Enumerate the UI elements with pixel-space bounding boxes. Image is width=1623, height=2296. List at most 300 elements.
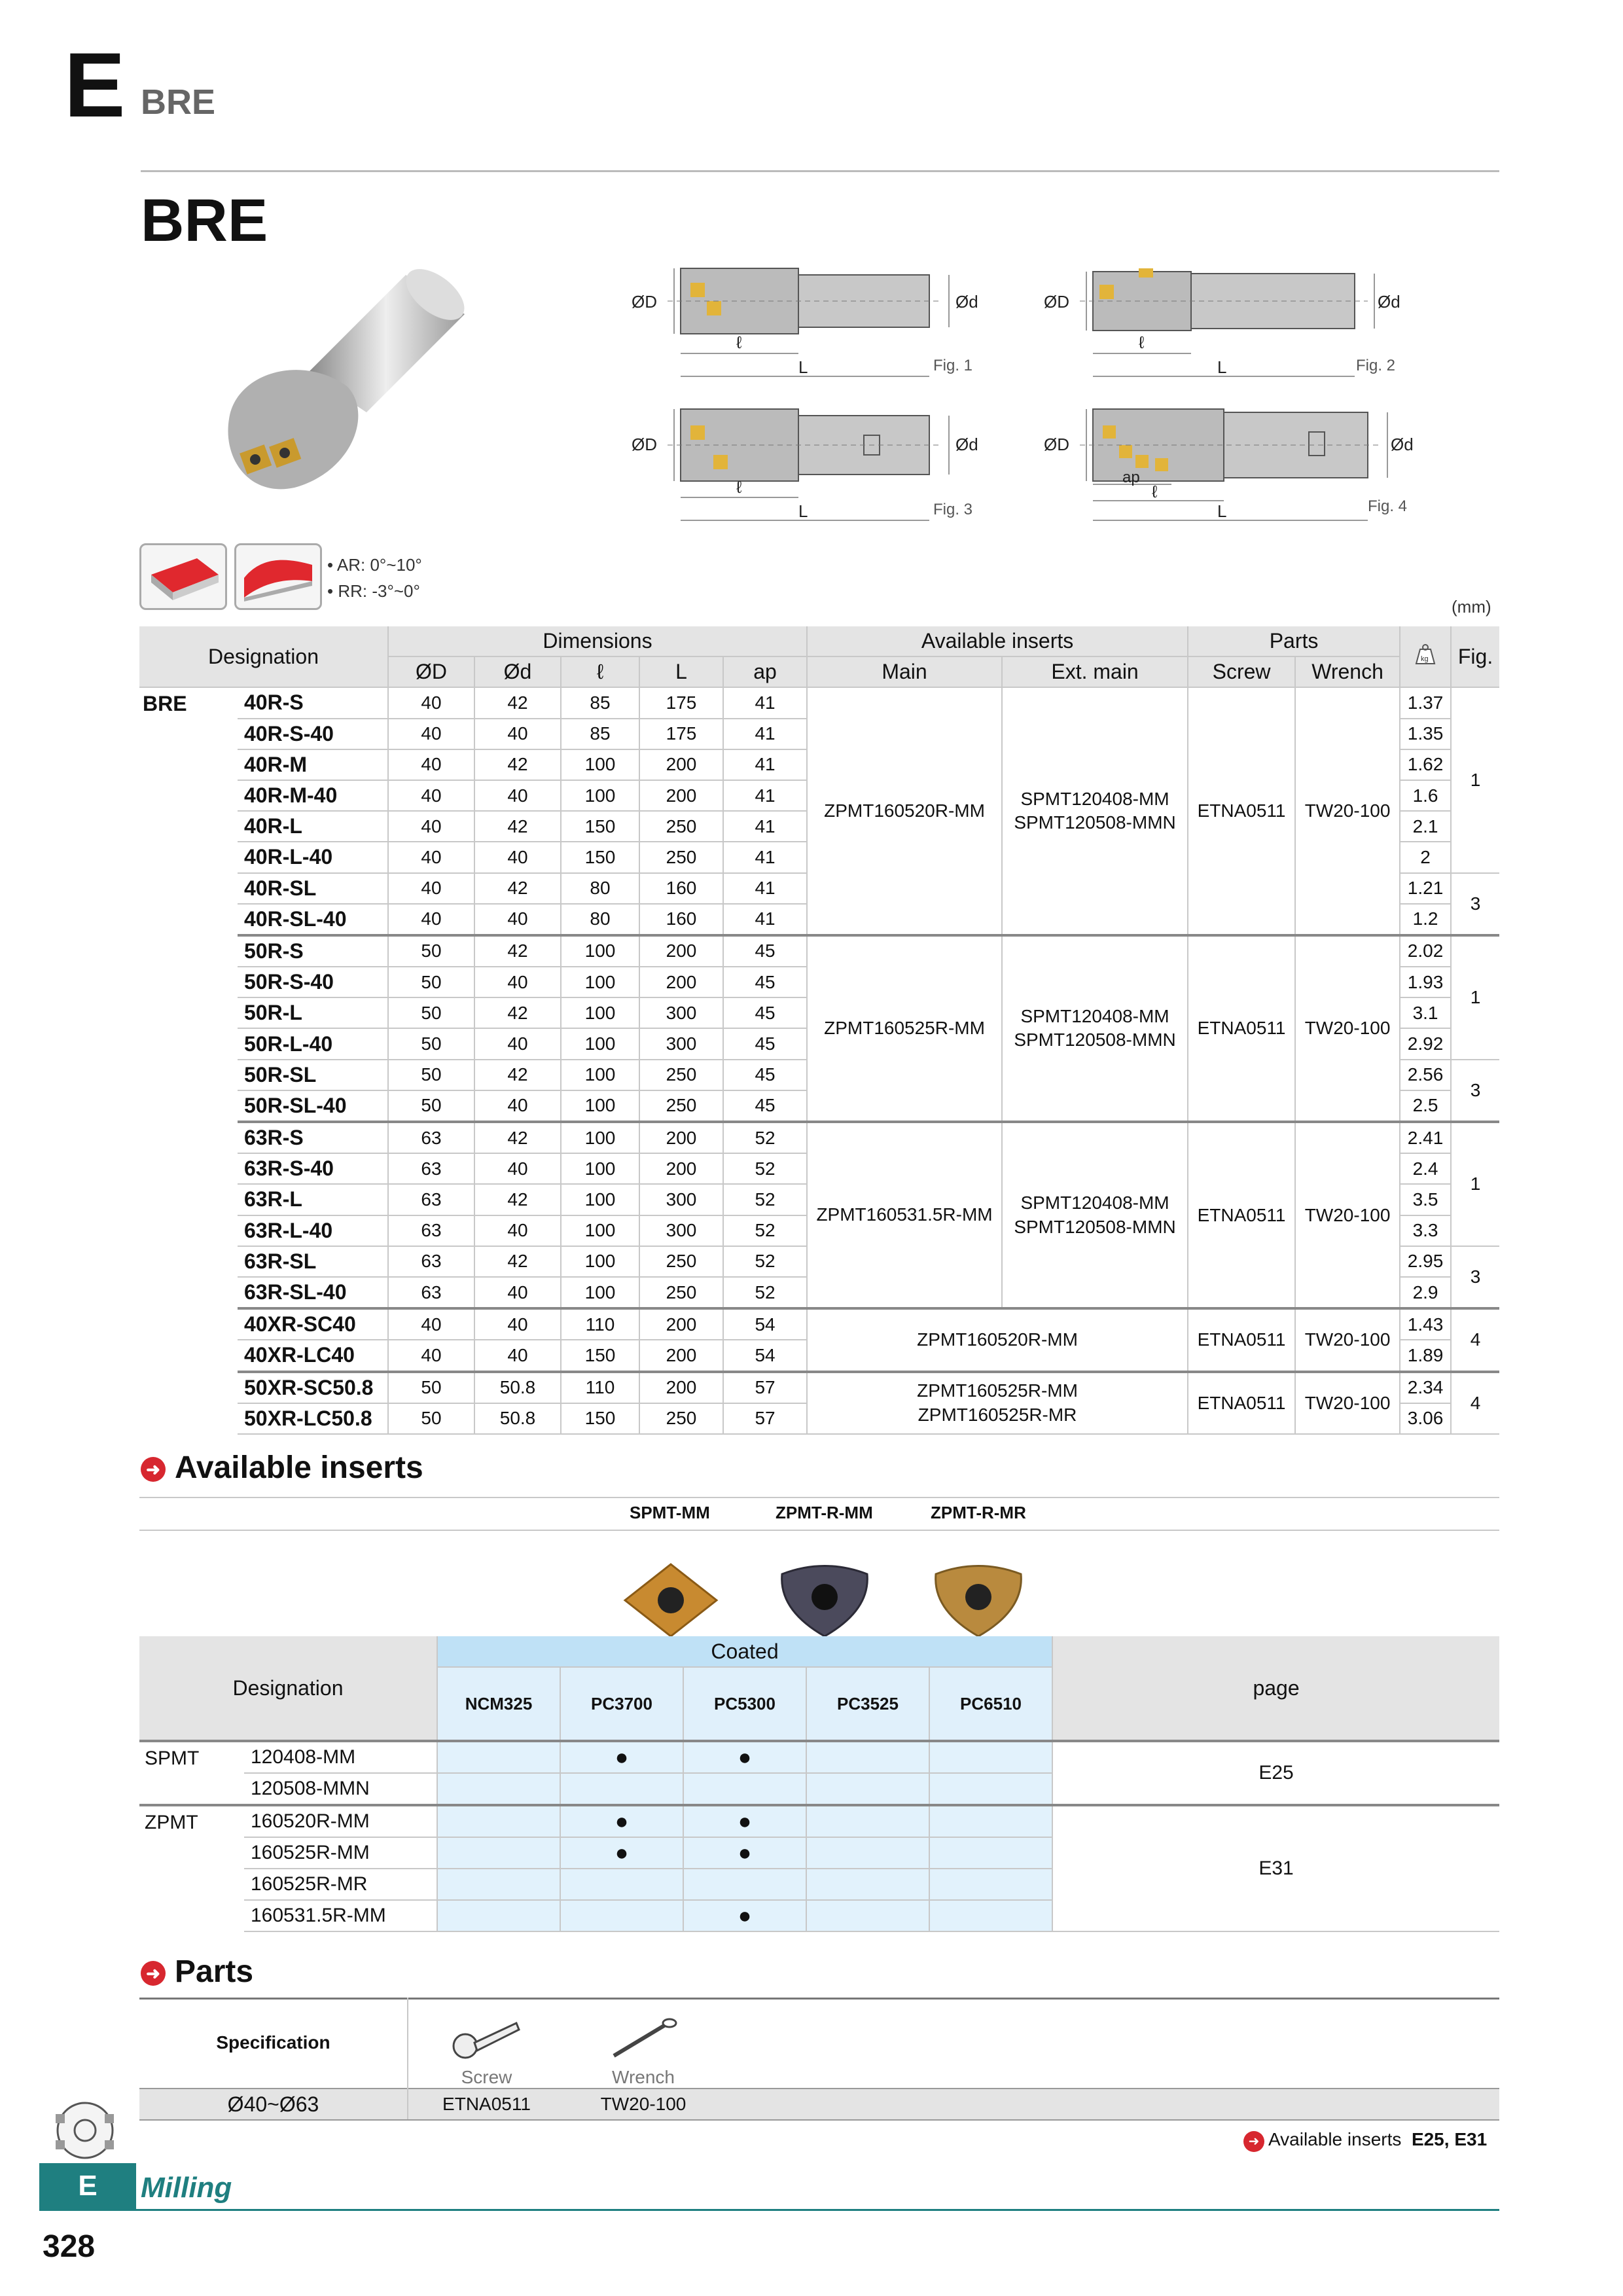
grade-availability-cell: ● [683, 1837, 806, 1869]
designation-cell: 63R-S [238, 1122, 388, 1153]
svg-text:kg: kg [1421, 655, 1429, 664]
weight-cell: 1.37 [1400, 687, 1451, 718]
svg-text:ØD: ØD [1044, 435, 1069, 454]
insert-row [139, 1805, 1499, 1837]
figure-2 [1041, 242, 1459, 393]
dimension-cell: 50 [388, 997, 474, 1028]
designation-cell: 40R-SL-40 [238, 904, 388, 935]
page-reference[interactable]: E25 [1052, 1741, 1499, 1805]
page-reference[interactable]: E31 [1052, 1805, 1499, 1931]
dimension-cell: 63 [388, 1122, 474, 1153]
dimension-cell: 54 [723, 1340, 807, 1371]
dimension-cell: 100 [561, 935, 639, 967]
grade-availability-cell [560, 1773, 683, 1805]
dimension-cell: 100 [561, 1246, 639, 1277]
ext-insert-cell [1002, 935, 1188, 1122]
weight-cell: 2 [1400, 842, 1451, 872]
weight-cell: 1.35 [1400, 719, 1451, 749]
designation-cell: 40R-S [238, 687, 388, 718]
weight-cell: 1.6 [1400, 780, 1451, 811]
designation-cell: 63R-L-40 [238, 1215, 388, 1246]
svg-text:L: L [1217, 357, 1227, 377]
ext-insert-1: SPMT120408-MM [1020, 1006, 1169, 1027]
dimension-cell: 42 [474, 1184, 561, 1215]
available-inserts-heading: ➜ Available inserts [141, 1450, 423, 1486]
grade-availability-cell [929, 1869, 1052, 1900]
fig-cell: 1 [1451, 1122, 1499, 1246]
svg-text:ap: ap [1122, 469, 1140, 486]
insert-shape-label: ZPMT-R-MR [931, 1503, 1026, 1522]
weight-cell: 3.3 [1400, 1215, 1451, 1246]
parts-screw: ETNA0511 [408, 2089, 565, 2120]
grade-availability-cell [560, 1869, 683, 1900]
designation-cell: 50XR-SC50.8 [238, 1372, 388, 1403]
col-screw: Screw [1188, 656, 1295, 687]
ext-insert-1: SPMT120408-MM [1020, 788, 1169, 809]
grade-availability-cell [437, 1773, 560, 1805]
dimension-cell: 40 [388, 719, 474, 749]
dimension-cell: 63 [388, 1277, 474, 1308]
dimension-cell: 52 [723, 1153, 807, 1184]
grade-availability-cell: ● [560, 1837, 683, 1869]
zpmt-mr-insert-image [926, 1558, 1031, 1643]
dimension-cell: 100 [561, 1215, 639, 1246]
wrench-cell: TW20-100 [1295, 1308, 1400, 1371]
reference-pages: E25, E31 [1411, 2129, 1488, 2149]
dimension-cell: 45 [723, 997, 807, 1028]
insert-designation: 120508-MMN [244, 1773, 437, 1805]
wrench-cell: TW20-100 [1295, 935, 1400, 1122]
grade-availability-cell [437, 1869, 560, 1900]
radial-rake-icon [234, 543, 322, 610]
insert-designation: 160531.5R-MM [244, 1900, 437, 1931]
dimension-cell: 200 [639, 1122, 723, 1153]
weight-cell: 2.92 [1400, 1028, 1451, 1059]
dimension-cell: 52 [723, 1277, 807, 1308]
axial-rake-icon [139, 543, 227, 610]
col-main: Main [807, 656, 1002, 687]
grade-availability-cell [806, 1869, 929, 1900]
fig-cell: 4 [1451, 1308, 1499, 1371]
dimension-cell: 45 [723, 1060, 807, 1090]
svg-text:ℓ: ℓ [1152, 482, 1158, 501]
grade-availability-cell [929, 1837, 1052, 1869]
dimension-cell: 250 [639, 1060, 723, 1090]
designation-cell: 63R-S-40 [238, 1153, 388, 1184]
designation-header: Designation [139, 1636, 437, 1741]
dimension-cell: 45 [723, 1028, 807, 1059]
designation-cell: 50R-S [238, 935, 388, 967]
dimension-cell: 200 [639, 1372, 723, 1403]
section-tab: E [39, 2163, 136, 2209]
screw-column [408, 1998, 565, 2089]
col-wrench: Wrench [1295, 656, 1400, 687]
grade-availability-cell [437, 1837, 560, 1869]
dimension-cell: 50.8 [474, 1372, 561, 1403]
designation-cell: 50R-L [238, 997, 388, 1028]
ext-insert-2: SPMT120508-MMN [1014, 812, 1176, 833]
svg-text:ℓ: ℓ [736, 477, 742, 497]
dimension-cell: 150 [561, 842, 639, 872]
grade-availability-cell: ● [683, 1900, 806, 1931]
divider [139, 1530, 1499, 1531]
weight-cell: 2.34 [1400, 1372, 1451, 1403]
weight-cell: 2.5 [1400, 1090, 1451, 1122]
dimension-cell: 40 [474, 1308, 561, 1340]
dimension-cell: 42 [474, 1122, 561, 1153]
svg-text:Ød: Ød [1391, 435, 1414, 454]
designation-cell: 40XR-SC40 [238, 1308, 388, 1340]
section-tab-line [39, 2209, 1499, 2211]
weight-cell: 2.02 [1400, 935, 1451, 967]
col-L: L [639, 656, 723, 687]
weight-cell: 3.06 [1400, 1403, 1451, 1434]
insert-designation: 160525R-MM [244, 1837, 437, 1869]
dimension-cell: 41 [723, 780, 807, 811]
dimension-cell: 80 [561, 904, 639, 935]
figure-4 [1041, 389, 1459, 540]
screw-cell: ETNA0511 [1188, 687, 1295, 935]
dimension-cell: 150 [561, 1340, 639, 1371]
dimension-cell: 300 [639, 997, 723, 1028]
figure-caption: Fig. 4 [1368, 497, 1408, 515]
wrench-icon [607, 2017, 679, 2062]
grade-availability-cell: ● [683, 1805, 806, 1837]
dimension-cell: 45 [723, 1090, 807, 1122]
dimension-cell: 100 [561, 1122, 639, 1153]
page-number: 328 [43, 2229, 96, 2264]
page-header: page [1052, 1636, 1499, 1741]
dimension-cell: 200 [639, 1308, 723, 1340]
dimension-cell: 100 [561, 1153, 639, 1184]
dimension-cell: 41 [723, 811, 807, 842]
grade-header: PC3700 [560, 1667, 683, 1741]
dimension-cell: 41 [723, 687, 807, 718]
dimension-cell: 50 [388, 1060, 474, 1090]
dimension-cell: 52 [723, 1184, 807, 1215]
screw-cell: ETNA0511 [1188, 1372, 1295, 1434]
ext-insert-2: SPMT120508-MMN [1014, 1216, 1176, 1237]
screw-icon [451, 2017, 523, 2062]
dimension-cell: 40 [388, 749, 474, 780]
dimension-cell: 42 [474, 1060, 561, 1090]
dimension-cell: 150 [561, 1403, 639, 1434]
parts-header: Parts [1188, 626, 1400, 656]
wrench-column [565, 1998, 722, 2089]
available-inserts-reference[interactable]: ➜ Available inserts E25, E31 [1243, 2129, 1487, 2152]
dimension-cell: 40 [388, 1340, 474, 1371]
svg-text:ØD: ØD [1044, 292, 1069, 312]
dimension-cell: 40 [388, 842, 474, 872]
col-d: Ød [474, 656, 561, 687]
grade-availability-cell: ● [560, 1741, 683, 1773]
dimension-cell: 80 [561, 873, 639, 904]
designation-cell: 40R-M-40 [238, 780, 388, 811]
figure-caption: Fig. 2 [1356, 357, 1396, 374]
dimension-cell: 85 [561, 687, 639, 718]
dimension-cell: 42 [474, 811, 561, 842]
grade-header: PC5300 [683, 1667, 806, 1741]
dimension-cell: 40 [474, 967, 561, 997]
dimension-cell: 50 [388, 1090, 474, 1122]
weight-cell: 2.4 [1400, 1153, 1451, 1184]
table-row [139, 1308, 1499, 1340]
col-D: ØD [388, 656, 474, 687]
wrench-cell: TW20-100 [1295, 1122, 1400, 1308]
dimension-cell: 52 [723, 1122, 807, 1153]
grade-header: PC6510 [929, 1667, 1052, 1741]
grade-header: NCM325 [437, 1667, 560, 1741]
dimension-cell: 300 [639, 1215, 723, 1246]
main-insert-cell: ZPMT160520R-MM [807, 687, 1002, 935]
dimension-cell: 40 [474, 1277, 561, 1308]
dimension-cell: 40 [474, 719, 561, 749]
dimension-cell: 100 [561, 1028, 639, 1059]
dimension-cell: 200 [639, 967, 723, 997]
zpmt-mm-insert-image [772, 1558, 877, 1643]
screw-label: Screw [461, 2067, 512, 2087]
dimension-cell: 41 [723, 873, 807, 904]
dimension-cell: 175 [639, 719, 723, 749]
designation-cell: 40R-M [238, 749, 388, 780]
designation-cell: 50R-SL-40 [238, 1090, 388, 1122]
svg-text:ℓ: ℓ [736, 332, 742, 352]
grade-availability-cell [437, 1741, 560, 1773]
dimensions-header: Dimensions [388, 626, 807, 656]
dimension-cell: 41 [723, 904, 807, 935]
dimension-cell: 63 [388, 1184, 474, 1215]
dimension-cell: 200 [639, 935, 723, 967]
grade-availability-cell [806, 1741, 929, 1773]
col-ap: ap [723, 656, 807, 687]
dimension-cell: 85 [561, 719, 639, 749]
grade-availability-cell [929, 1805, 1052, 1837]
dimension-cell: 50 [388, 1372, 474, 1403]
insert-row [139, 1741, 1499, 1773]
svg-text:ØD: ØD [632, 292, 657, 312]
weight-cell: 3.1 [1400, 997, 1451, 1028]
dimension-cell: 40 [474, 780, 561, 811]
dimension-cell: 110 [561, 1372, 639, 1403]
dimension-cell: 150 [561, 811, 639, 842]
dimension-cell: 100 [561, 967, 639, 997]
designation-cell: 40R-SL [238, 873, 388, 904]
main-insert-cell: ZPMT160525R-MM [807, 935, 1002, 1122]
available-inserts-header: Available inserts [807, 626, 1188, 656]
dimension-cell: 40 [388, 873, 474, 904]
arrow-icon: ➜ [141, 1457, 166, 1482]
grade-availability-cell [683, 1869, 806, 1900]
fig-cell: 1 [1451, 687, 1499, 872]
insert-designation: 120408-MM [244, 1741, 437, 1773]
weight-cell: 1.93 [1400, 967, 1451, 997]
dimension-cell: 250 [639, 842, 723, 872]
dimension-cell: 42 [474, 687, 561, 718]
dimension-cell: 250 [639, 1403, 723, 1434]
weight-cell: 2.56 [1400, 1060, 1451, 1090]
arrow-icon: ➜ [141, 1961, 166, 1986]
dimension-cell: 50.8 [474, 1403, 561, 1434]
svg-text:Ød: Ød [955, 292, 978, 312]
ext-insert-1: SPMT120408-MM [1020, 1193, 1169, 1213]
screw-cell: ETNA0511 [1188, 935, 1295, 1122]
dimension-cell: 200 [639, 749, 723, 780]
insert-shape-label: SPMT-MM [630, 1503, 710, 1522]
designation-cell: 50R-S-40 [238, 967, 388, 997]
dimension-cell: 50 [388, 1403, 474, 1434]
fig-cell: 1 [1451, 935, 1499, 1060]
dimension-cell: 63 [388, 1215, 474, 1246]
main-insert-cell: ZPMT160520R-MM [807, 1308, 1188, 1371]
dimensions-table [139, 626, 1499, 1435]
coated-header: Coated [437, 1636, 1052, 1667]
dimension-cell: 41 [723, 749, 807, 780]
tool-photo [190, 262, 504, 511]
col-l: ℓ [561, 656, 639, 687]
section-name: BRE [141, 82, 216, 122]
grade-availability-cell [929, 1741, 1052, 1773]
grade-header: PC3525 [806, 1667, 929, 1741]
weight-cell: 2.95 [1400, 1246, 1451, 1277]
dimension-cell: 63 [388, 1246, 474, 1277]
dimension-cell: 100 [561, 997, 639, 1028]
section-tab-word: Milling [141, 2172, 232, 2204]
weight-cell: 1.21 [1400, 873, 1451, 904]
grade-availability-cell [806, 1837, 929, 1869]
dimension-cell: 40 [388, 1308, 474, 1340]
inserts-table [139, 1636, 1499, 1932]
dimension-cell: 100 [561, 1184, 639, 1215]
main-insert-1: ZPMT160525R-MM [917, 1380, 1078, 1401]
wrench-cell: TW20-100 [1295, 1372, 1400, 1434]
screw-cell: ETNA0511 [1188, 1308, 1295, 1371]
page-title: BRE [141, 187, 268, 254]
spmt-insert-image [618, 1558, 723, 1643]
parts-wrench: TW20-100 [565, 2089, 722, 2120]
dimension-cell: 50 [388, 935, 474, 967]
dimension-cell: 160 [639, 904, 723, 935]
dimension-cell: 45 [723, 935, 807, 967]
grade-availability-cell [806, 1805, 929, 1837]
header-rule [141, 170, 1499, 172]
fig-cell: 3 [1451, 1060, 1499, 1122]
weight-cell: 2.1 [1400, 811, 1451, 842]
dimension-cell: 63 [388, 1153, 474, 1184]
svg-text:L: L [798, 501, 808, 521]
main-insert-2: ZPMT160525R-MR [918, 1404, 1077, 1425]
dimension-cell: 100 [561, 780, 639, 811]
dimension-cell: 100 [561, 1090, 639, 1122]
arrow-icon: ➜ [1243, 2131, 1264, 2152]
radial-rake-text: • RR: -3°~0° [327, 581, 420, 601]
svg-text:L: L [798, 357, 808, 377]
dimension-cell: 50 [388, 967, 474, 997]
main-insert-cell: ZPMT160531.5R-MM [807, 1122, 1002, 1308]
table-row [139, 935, 1499, 967]
dimension-cell: 52 [723, 1215, 807, 1246]
dimension-cell: 42 [474, 1246, 561, 1277]
screw-cell: ETNA0511 [1188, 1122, 1295, 1308]
table-row [139, 1122, 1499, 1153]
dimension-cell: 250 [639, 1246, 723, 1277]
designation-cell: 50R-L-40 [238, 1028, 388, 1059]
svg-text:L: L [1217, 501, 1227, 521]
dimension-cell: 200 [639, 780, 723, 811]
dimension-cell: 100 [561, 1277, 639, 1308]
dimension-cell: 100 [561, 749, 639, 780]
table-row [139, 1372, 1499, 1403]
designation-header: Designation [139, 626, 388, 687]
main-insert-cell [807, 1372, 1188, 1434]
grade-availability-cell [929, 1773, 1052, 1805]
insert-designation: 160520R-MM [244, 1805, 437, 1837]
fig-cell: 4 [1451, 1372, 1499, 1434]
weight-cell: 1.89 [1400, 1340, 1451, 1371]
dimension-cell: 40 [388, 780, 474, 811]
dimension-cell: 42 [474, 749, 561, 780]
dimension-cell: 175 [639, 687, 723, 718]
designation-cell: 63R-SL [238, 1246, 388, 1277]
fig-cell: 3 [1451, 1246, 1499, 1308]
milling-cutter-icon [36, 2094, 134, 2160]
designation-cell: 40R-L [238, 811, 388, 842]
wrench-cell: TW20-100 [1295, 687, 1400, 935]
weight-cell: 2.9 [1400, 1277, 1451, 1308]
dimension-cell: 40 [474, 1215, 561, 1246]
ext-insert-cell [1002, 1122, 1188, 1308]
insert-type: SPMT [139, 1741, 244, 1805]
dimension-cell: 40 [474, 904, 561, 935]
designation-cell: 63R-L [238, 1184, 388, 1215]
dimension-cell: 50 [388, 1028, 474, 1059]
insert-shape-label: ZPMT-R-MM [776, 1503, 873, 1522]
grade-availability-cell: ● [560, 1805, 683, 1837]
grade-availability-cell [806, 1900, 929, 1931]
insert-type: ZPMT [139, 1805, 244, 1931]
dimension-cell: 40 [474, 1153, 561, 1184]
grade-availability-cell [806, 1773, 929, 1805]
grade-availability-cell: ● [683, 1741, 806, 1773]
dimension-cell: 57 [723, 1403, 807, 1434]
dimension-cell: 40 [388, 687, 474, 718]
dimension-cell: 110 [561, 1308, 639, 1340]
table-row [139, 687, 1499, 718]
figure-caption: Fig. 3 [933, 501, 973, 518]
weight-cell: 2.41 [1400, 1122, 1451, 1153]
weight-cell: 1.2 [1400, 904, 1451, 935]
dimension-cell: 41 [723, 842, 807, 872]
dimension-cell: 160 [639, 873, 723, 904]
dimension-cell: 42 [474, 873, 561, 904]
dimension-cell: 300 [639, 1184, 723, 1215]
wrench-label: Wrench [612, 2067, 675, 2087]
dimension-cell: 40 [474, 1090, 561, 1122]
designation-cell: 40XR-LC40 [238, 1340, 388, 1371]
designation-cell: 50R-SL [238, 1060, 388, 1090]
figure-1 [628, 242, 1047, 393]
section-letter: E [64, 33, 126, 136]
designation-cell: 50XR-LC50.8 [238, 1403, 388, 1434]
dimension-cell: 42 [474, 997, 561, 1028]
dimension-cell: 42 [474, 935, 561, 967]
dimension-cell: 40 [388, 904, 474, 935]
dimension-cell: 250 [639, 1090, 723, 1122]
weight-icon [1400, 626, 1451, 687]
parts-heading: ➜ Parts [141, 1954, 253, 1990]
figure-caption: Fig. 1 [933, 357, 973, 374]
dimension-cell: 45 [723, 967, 807, 997]
ext-insert-cell [1002, 687, 1188, 935]
